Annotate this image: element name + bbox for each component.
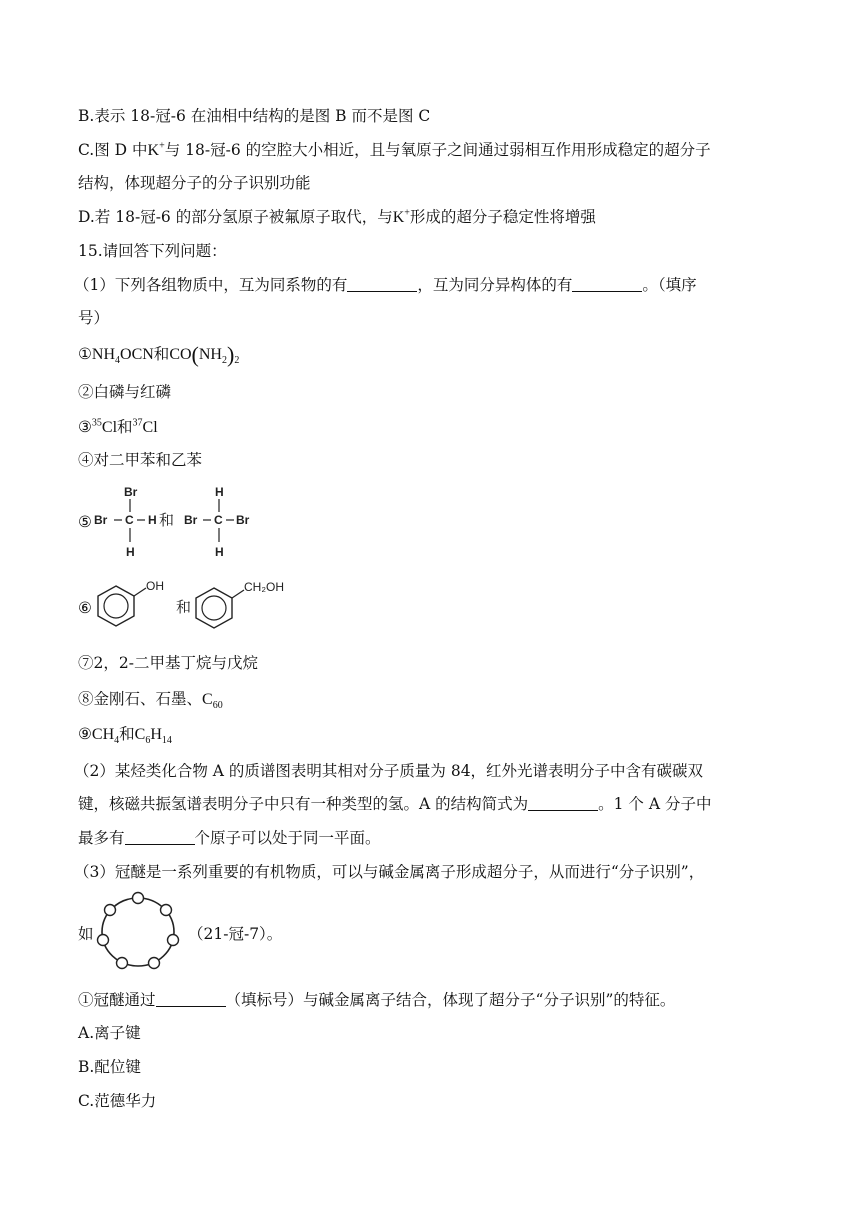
crown-oxygen-atoms <box>98 893 179 969</box>
structure-right <box>184 485 250 559</box>
item-7: ⑦2，2-二甲基丁烷与戊烷 <box>78 654 258 672</box>
part3-ru: 如 <box>78 925 94 943</box>
item-5-and: 和 <box>159 511 175 529</box>
part3-line-1: （3）冠醚是一系列重要的有机物质，可以与碱金属离子形成超分子，从而进行“分子识别”， <box>74 863 705 881</box>
part2-line-1: （2）某烃类化合物 A 的质谱图表明其相对分子质量为 84，红外光谱表明分子中含有碳碳双 <box>74 762 704 780</box>
phenol-oh-label: OH <box>146 579 164 593</box>
option-d: D.若 18-冠-6 的部分氢原子被氟原子取代，与K+形成的超分子稳定性将增强 <box>78 207 596 226</box>
benzene-ring-2 <box>196 588 232 628</box>
structure-left <box>94 485 157 559</box>
left-right-atom: H <box>148 513 157 527</box>
item-8: ⑧金刚石、石墨、$C_{60}$ <box>78 690 223 712</box>
option-c-vdw: C.范德华力 <box>78 1092 157 1110</box>
item-9: $⑨CH_4$和$C_6H_{14}$ <box>78 725 172 747</box>
item-6-number: ⑥ <box>78 599 92 617</box>
benzene-aromatic-circle-1 <box>104 594 128 618</box>
option-a-ionic: A.离子键 <box>78 1024 141 1042</box>
crown-oxygen-6 <box>98 935 109 946</box>
part2-line-3: 最多有 个原子可以处于同一平面。 <box>78 829 381 847</box>
left-center-atom: C <box>125 513 134 527</box>
item-4: ④对二甲苯和乙苯 <box>78 451 203 469</box>
crown-oxygen-1 <box>133 893 144 904</box>
part1-question: （1）下列各组物质中，互为同系物的有 ，互为同分异构体的有 。（填序 <box>74 276 697 294</box>
option-c-cont: 结构，体现超分子的分子识别功能 <box>78 174 311 192</box>
crown-oxygen-3 <box>168 935 179 946</box>
right-left-atom: Br <box>184 513 198 527</box>
item-2: ②白磷与红磷 <box>78 383 172 401</box>
right-center-atom: C <box>214 513 223 527</box>
left-bottom-atom: H <box>126 545 135 559</box>
crown-oxygen-5 <box>117 958 128 969</box>
item-3: ③$^{35}$Cl和$^{37}$Cl <box>78 417 158 436</box>
item-6-and: 和 <box>176 598 192 616</box>
part3-question-1: ①冠醚通过 （填标号）与碱金属离子结合，体现了超分子“分子识别”的特征。 <box>78 991 676 1009</box>
right-right-atom: Br <box>236 513 250 527</box>
option-b: B.表示 18-冠-6 在油相中结构的是图 B 而不是图 C <box>78 107 431 125</box>
phenol-structure <box>98 579 164 626</box>
left-top-atom: Br <box>124 485 138 499</box>
answer-blank-atom-count[interactable] <box>125 830 195 845</box>
right-bottom-atom: H <box>215 545 224 559</box>
crown-oxygen-2 <box>161 905 172 916</box>
question-15-title: 15.请回答下列问题： <box>78 242 227 260</box>
item-1: $①NH_4OCN$和$CO(NH_2)_2$ <box>78 342 240 367</box>
answer-blank-structure-a[interactable] <box>528 796 598 811</box>
crown-ether-name: （21-冠-7）。 <box>188 925 283 943</box>
right-top-atom: H <box>215 485 224 499</box>
crown-oxygen-7 <box>105 905 116 916</box>
option-c: C.图 D 中K+与 18-冠-6 的空腔大小相近，且与氧原子之间通过弱相互作用形成稳定的超分子 <box>78 140 711 159</box>
item-5-structures <box>92 482 272 562</box>
part2-line-2: 键，核磁共振氢谱表明分子中只有一种类型的氢。A 的结构简式为 。1 个 A 分子中 <box>78 795 712 813</box>
benzyl-alcohol-structure <box>196 580 284 628</box>
part1-question-cont: 号） <box>78 309 110 327</box>
option-b-coordinate: B.配位键 <box>78 1058 141 1076</box>
answer-blank-isomers[interactable] <box>572 277 642 292</box>
item-5-number: ⑤ <box>78 513 92 531</box>
item-6-structures <box>94 572 304 640</box>
benzyl-ch2oh-label: CH₂OH <box>244 580 284 594</box>
left-left-atom: Br <box>94 513 108 527</box>
answer-blank-homologs[interactable] <box>347 277 417 292</box>
benzene-aromatic-circle-2 <box>202 596 226 620</box>
crown-oxygen-4 <box>149 958 160 969</box>
crown-ether-21-crown-7 <box>96 890 186 972</box>
answer-blank-bond-type[interactable] <box>156 992 226 1007</box>
